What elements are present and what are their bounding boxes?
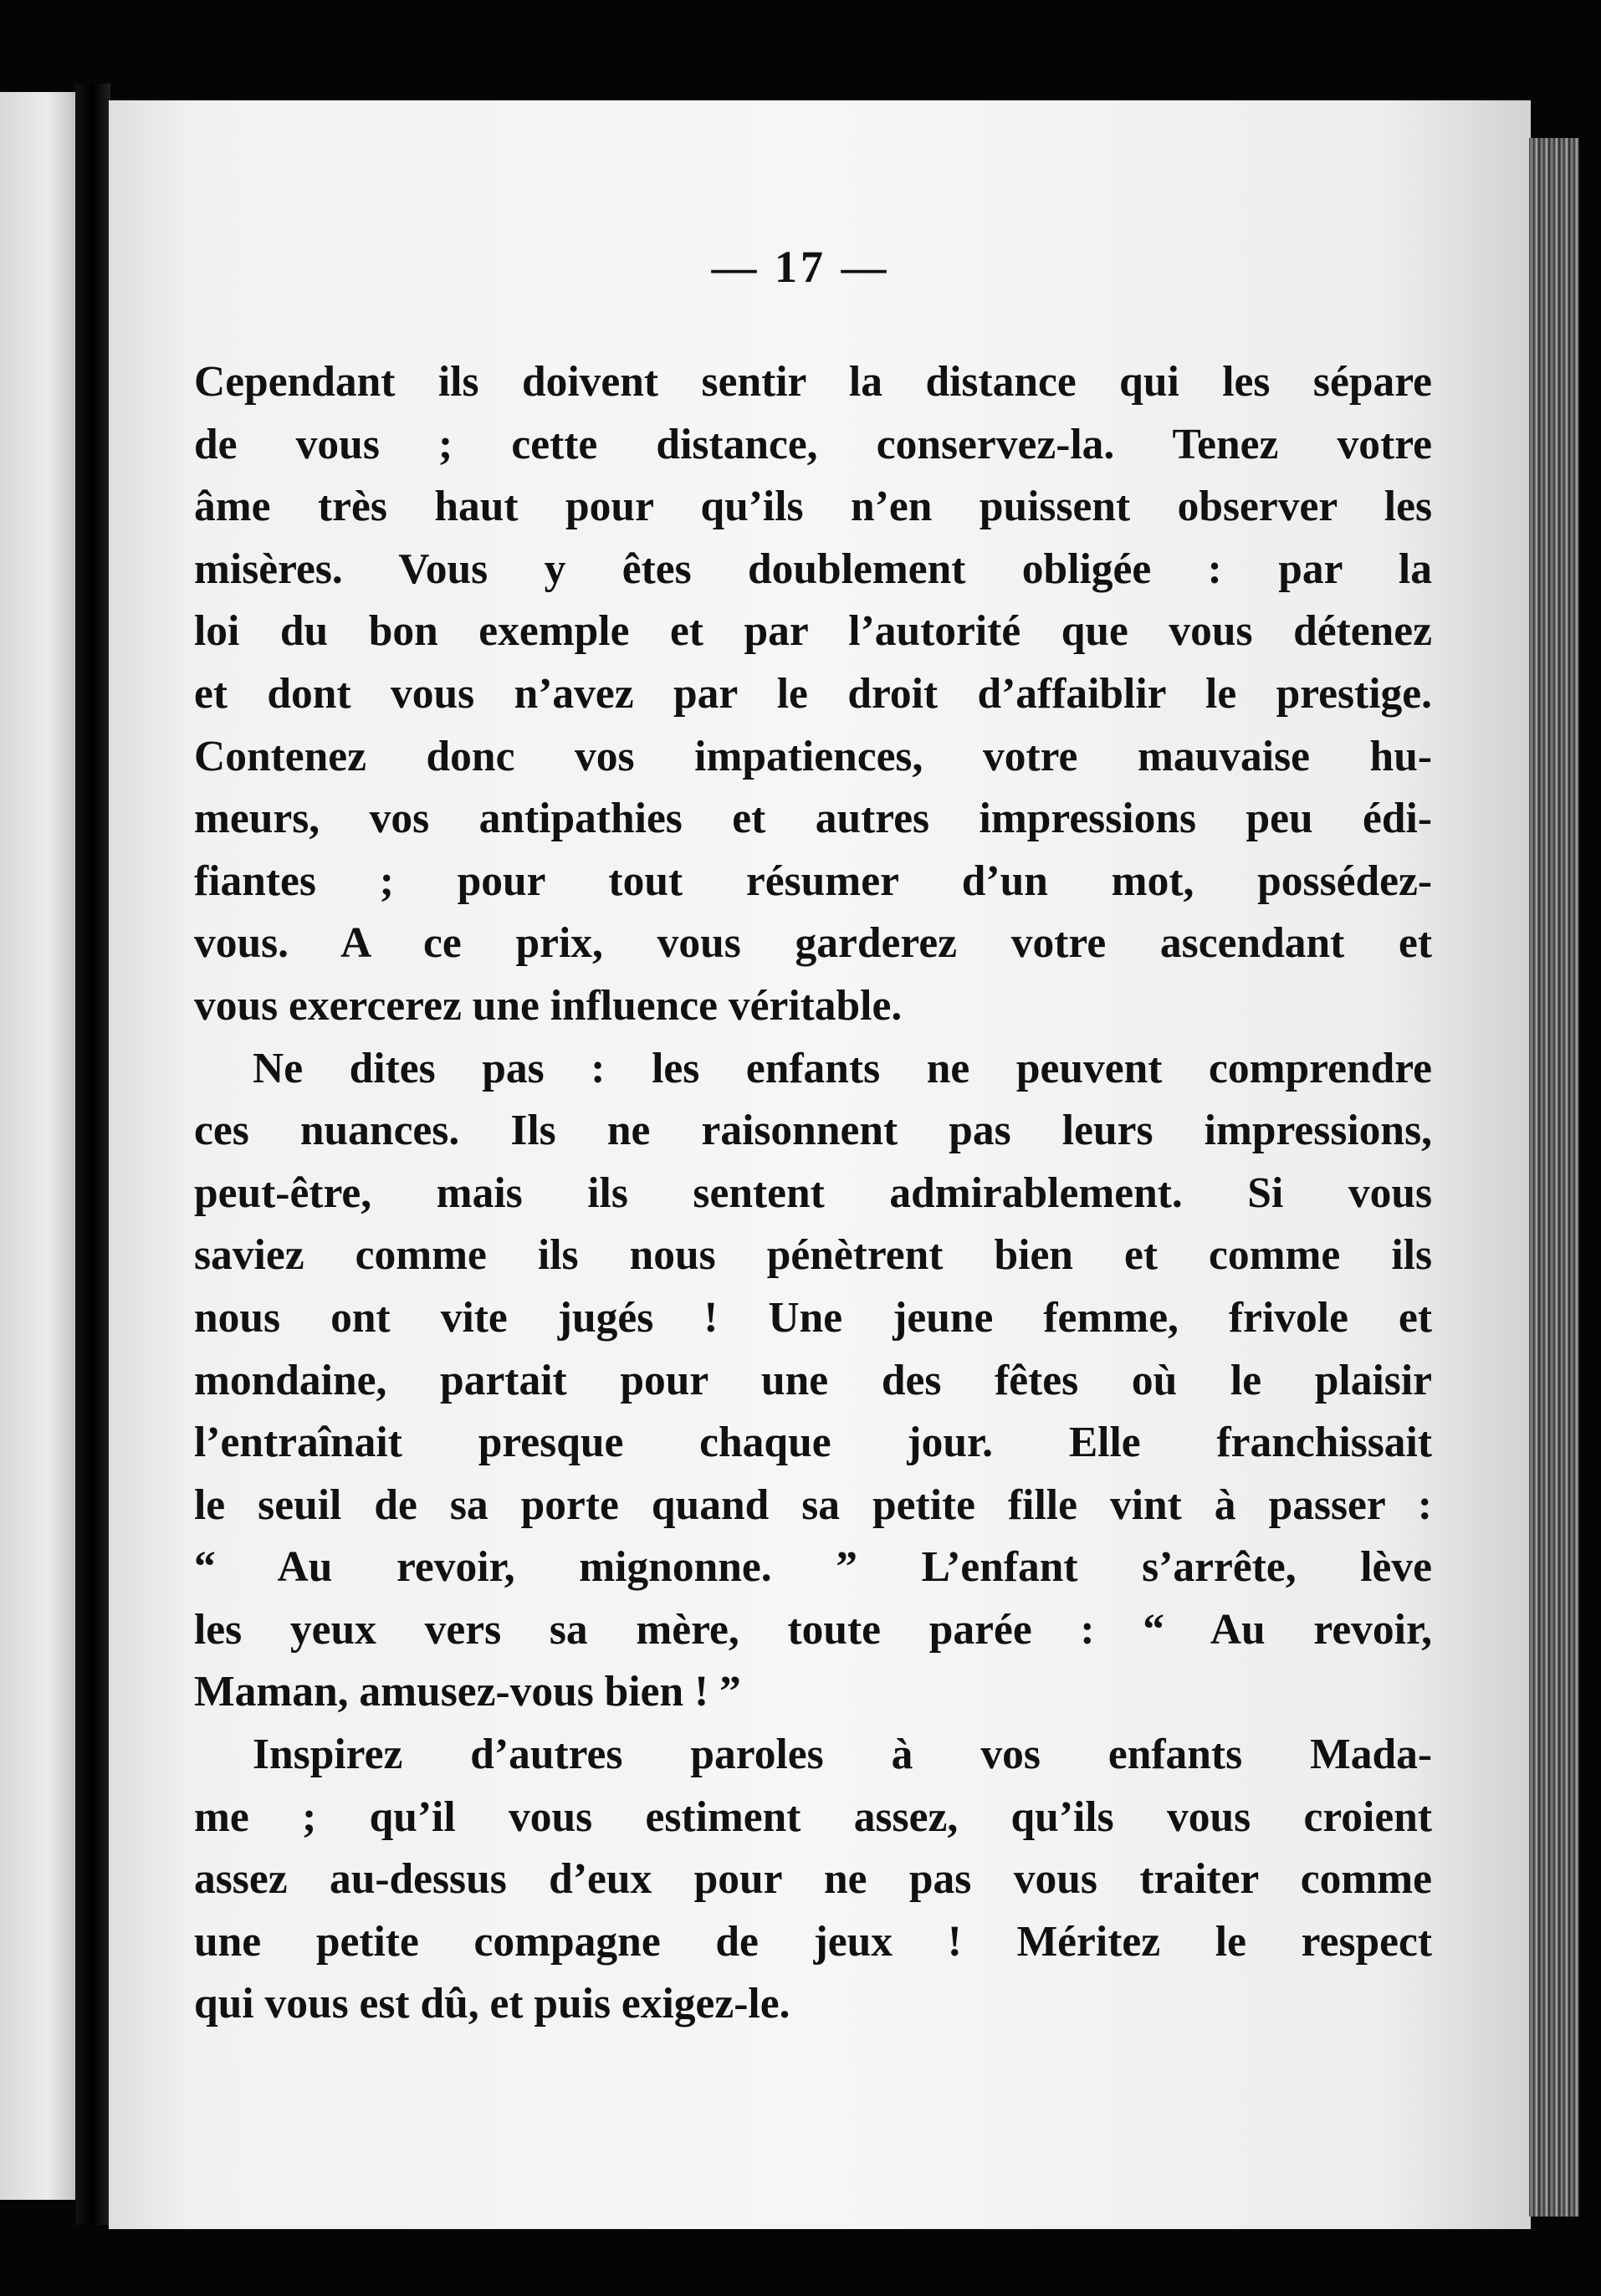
text-line: mondaine, partait pour une des fêtes où le plaisir [194, 1356, 1432, 1404]
page-edges [1529, 138, 1579, 2217]
text-line: et dont vous n’avez par le droit d’affaiblir le prestige. [194, 669, 1432, 718]
text-line: les yeux vers sa mère, toute parée : “ Au revoir, [194, 1605, 1432, 1654]
text-line: l’entraînait presque chaque jour. Elle franchissait [194, 1419, 1432, 1467]
text-line: “ Au revoir, mignonne. ” L’enfant s’arrête, lève [194, 1543, 1432, 1592]
text-line: vous exercerez une influence véritable. [194, 981, 903, 1030]
text-line: vous. A ce prix, vous garderez votre ascendant et [194, 919, 1432, 968]
text-line: saviez comme ils nous pénètrent bien et comme ils [194, 1231, 1432, 1280]
text-line: meurs, vos antipathies et autres impressions peu édi- [194, 795, 1432, 843]
book-gutter [75, 84, 110, 2225]
text-line: loi du bon exemple et par l’autorité que vous détenez [194, 607, 1432, 656]
text-line: peut-être, mais ils sentent admirablement. Si vous [194, 1168, 1432, 1217]
text-line: fiantes ; pour tout résumer d’un mot, possédez- [194, 857, 1432, 905]
page-number: — 17 — [711, 242, 890, 292]
text-line: Maman, amusez-vous bien ! ” [194, 1668, 741, 1716]
text-line: Cependant ils doivent sentir la distance qui les sépare [194, 358, 1432, 406]
page-text [194, 351, 1432, 2036]
text-line: Contenez donc vos impatiences, votre mauvaise hu- [194, 732, 1432, 780]
text-line: âme très haut pour qu’ils n’en puissent observer les [194, 483, 1432, 531]
text-line: misères. Vous y êtes doublement obligée : par la [194, 545, 1432, 593]
text-line: assez au-dessus d’eux pour ne pas vous traiter comme [194, 1855, 1432, 1904]
text-line: me ; qu’il vous estiment assez, qu’ils vous croient [194, 1792, 1432, 1841]
text-line: le seuil de sa porte quand sa petite fille vint à passer : [194, 1480, 1432, 1529]
text-line: Ne dites pas : les enfants ne peuvent comprendre [253, 1044, 1432, 1092]
text-line: de vous ; cette distance, conservez-la. Tenez votre [194, 420, 1432, 468]
text-line: Inspirez d’autres paroles à vos enfants Mada- [253, 1731, 1432, 1779]
text-line: ces nuances. Ils ne raisonnent pas leurs impressions, [194, 1107, 1432, 1155]
previous-page-edge [0, 92, 79, 2200]
text-line: qui vous est dû, et puis exigez-le. [194, 1980, 790, 2028]
text-line: une petite compagne de jeux ! Méritez le respect [194, 1917, 1432, 1966]
text-line: nous ont vite jugés ! Une jeune femme, frivole et [194, 1293, 1432, 1342]
